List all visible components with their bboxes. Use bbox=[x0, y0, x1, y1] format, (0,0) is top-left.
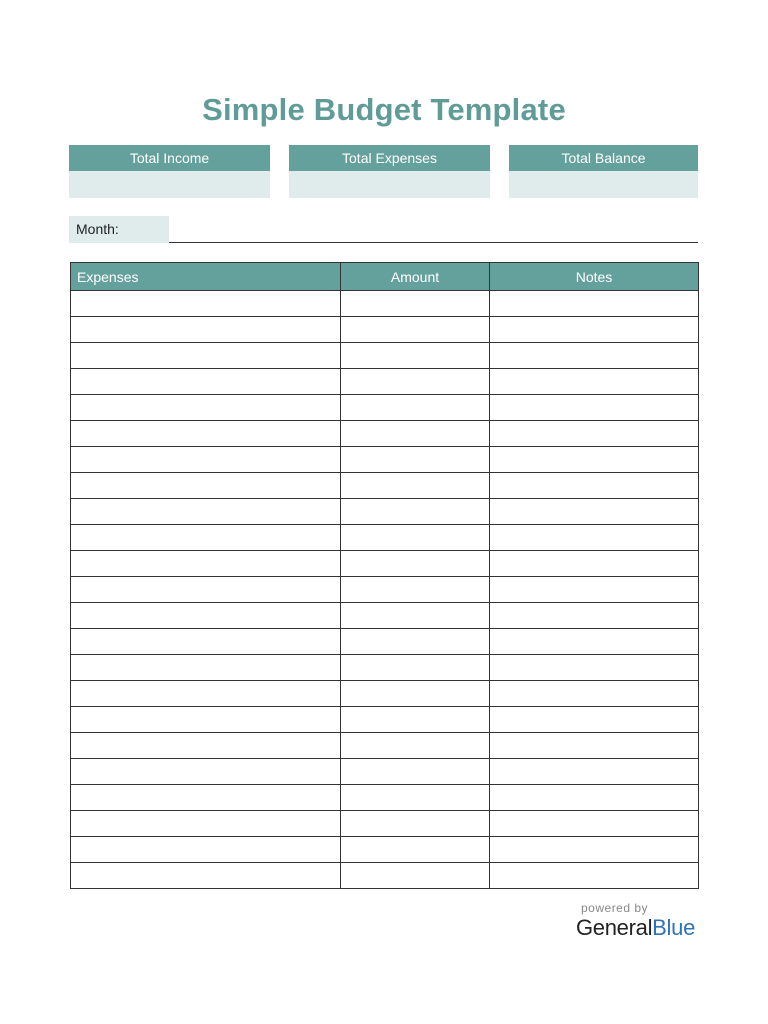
notes-cell[interactable] bbox=[490, 551, 699, 577]
notes-cell[interactable] bbox=[490, 863, 699, 889]
expenses-column-header: Expenses bbox=[71, 263, 341, 291]
amount-cell[interactable] bbox=[341, 785, 490, 811]
amount-cell[interactable] bbox=[341, 421, 490, 447]
amount-cell[interactable] bbox=[341, 759, 490, 785]
amount-cell[interactable] bbox=[341, 837, 490, 863]
amount-cell[interactable] bbox=[341, 603, 490, 629]
expense-cell[interactable] bbox=[71, 733, 341, 759]
brand-general: General bbox=[576, 915, 653, 940]
table-row bbox=[71, 681, 699, 707]
amount-cell[interactable] bbox=[341, 499, 490, 525]
amount-cell[interactable] bbox=[341, 291, 490, 317]
total-balance-box bbox=[509, 145, 698, 198]
expense-cell[interactable] bbox=[71, 603, 341, 629]
notes-cell[interactable] bbox=[490, 603, 699, 629]
table-row bbox=[71, 499, 699, 525]
table-row bbox=[71, 655, 699, 681]
table-row bbox=[71, 395, 699, 421]
notes-cell[interactable] bbox=[490, 837, 699, 863]
notes-cell[interactable] bbox=[490, 343, 699, 369]
month-input-line[interactable] bbox=[169, 242, 698, 243]
amount-cell[interactable] bbox=[341, 811, 490, 837]
table-row bbox=[71, 577, 699, 603]
table-row bbox=[71, 421, 699, 447]
total-income-label: Total Income bbox=[69, 145, 270, 171]
expense-cell[interactable] bbox=[71, 525, 341, 551]
amount-cell[interactable] bbox=[341, 577, 490, 603]
amount-cell[interactable] bbox=[341, 317, 490, 343]
amount-cell[interactable] bbox=[341, 447, 490, 473]
table-row bbox=[71, 785, 699, 811]
amount-cell[interactable] bbox=[341, 733, 490, 759]
table-row bbox=[71, 551, 699, 577]
expense-cell[interactable] bbox=[71, 759, 341, 785]
month-label: Month: bbox=[69, 216, 169, 243]
expense-cell[interactable] bbox=[71, 369, 341, 395]
brand-logo bbox=[576, 915, 695, 941]
table-row bbox=[71, 629, 699, 655]
amount-cell[interactable] bbox=[341, 395, 490, 421]
notes-cell[interactable] bbox=[490, 785, 699, 811]
expense-cell[interactable] bbox=[71, 707, 341, 733]
expense-cell[interactable] bbox=[71, 551, 341, 577]
notes-cell[interactable] bbox=[490, 317, 699, 343]
notes-cell[interactable] bbox=[490, 759, 699, 785]
notes-cell[interactable] bbox=[490, 525, 699, 551]
notes-cell[interactable] bbox=[490, 629, 699, 655]
table-row bbox=[71, 759, 699, 785]
table-row bbox=[71, 837, 699, 863]
notes-cell[interactable] bbox=[490, 421, 699, 447]
total-balance-label: Total Balance bbox=[509, 145, 698, 171]
amount-cell[interactable] bbox=[341, 707, 490, 733]
amount-cell[interactable] bbox=[341, 681, 490, 707]
table-row bbox=[71, 447, 699, 473]
expense-cell[interactable] bbox=[71, 785, 341, 811]
amount-cell[interactable] bbox=[341, 629, 490, 655]
total-expenses-box bbox=[289, 145, 490, 198]
table-row bbox=[71, 863, 699, 889]
expense-cell[interactable] bbox=[71, 317, 341, 343]
notes-cell[interactable] bbox=[490, 473, 699, 499]
expense-cell[interactable] bbox=[71, 577, 341, 603]
notes-cell[interactable] bbox=[490, 369, 699, 395]
table-row bbox=[71, 369, 699, 395]
total-income-box bbox=[69, 145, 270, 198]
total-expenses-label: Total Expenses bbox=[289, 145, 490, 171]
page-title: Simple Budget Template bbox=[202, 92, 566, 127]
notes-cell[interactable] bbox=[490, 707, 699, 733]
total-income-field[interactable] bbox=[69, 171, 270, 198]
notes-cell[interactable] bbox=[490, 811, 699, 837]
expense-cell[interactable] bbox=[71, 291, 341, 317]
notes-cell[interactable] bbox=[490, 733, 699, 759]
notes-cell[interactable] bbox=[490, 499, 699, 525]
amount-cell[interactable] bbox=[341, 369, 490, 395]
expense-cell[interactable] bbox=[71, 629, 341, 655]
table-body bbox=[71, 291, 699, 889]
amount-cell[interactable] bbox=[341, 655, 490, 681]
notes-cell[interactable] bbox=[490, 395, 699, 421]
expense-cell[interactable] bbox=[71, 343, 341, 369]
amount-column-header: Amount bbox=[341, 263, 490, 291]
expense-cell[interactable] bbox=[71, 447, 341, 473]
expense-cell[interactable] bbox=[71, 681, 341, 707]
expense-cell[interactable] bbox=[71, 473, 341, 499]
table-row bbox=[71, 343, 699, 369]
brand-blue: Blue bbox=[652, 915, 696, 940]
amount-cell[interactable] bbox=[341, 551, 490, 577]
expense-cell[interactable] bbox=[71, 395, 341, 421]
total-expenses-field[interactable] bbox=[289, 171, 490, 198]
expense-cell[interactable] bbox=[71, 655, 341, 681]
amount-cell[interactable] bbox=[341, 473, 490, 499]
notes-cell[interactable] bbox=[490, 681, 699, 707]
notes-cell[interactable] bbox=[490, 447, 699, 473]
powered-by-text: powered by bbox=[581, 901, 649, 915]
notes-cell[interactable] bbox=[490, 577, 699, 603]
table-row bbox=[71, 733, 699, 759]
notes-cell[interactable] bbox=[490, 291, 699, 317]
table-row bbox=[71, 317, 699, 343]
expense-cell[interactable] bbox=[71, 863, 341, 889]
total-balance-field[interactable] bbox=[509, 171, 698, 198]
amount-cell[interactable] bbox=[341, 343, 490, 369]
table-row bbox=[71, 291, 699, 317]
table-row bbox=[71, 811, 699, 837]
expense-cell[interactable] bbox=[71, 499, 341, 525]
expenses-table bbox=[70, 262, 699, 889]
table-row bbox=[71, 525, 699, 551]
table-header-row bbox=[71, 263, 699, 291]
expense-cell[interactable] bbox=[71, 837, 341, 863]
amount-cell[interactable] bbox=[341, 863, 490, 889]
expense-cell[interactable] bbox=[71, 421, 341, 447]
amount-cell[interactable] bbox=[341, 525, 490, 551]
table-row bbox=[71, 707, 699, 733]
table-row bbox=[71, 473, 699, 499]
notes-cell[interactable] bbox=[490, 655, 699, 681]
expense-cell[interactable] bbox=[71, 811, 341, 837]
table-row bbox=[71, 603, 699, 629]
notes-column-header: Notes bbox=[490, 263, 699, 291]
